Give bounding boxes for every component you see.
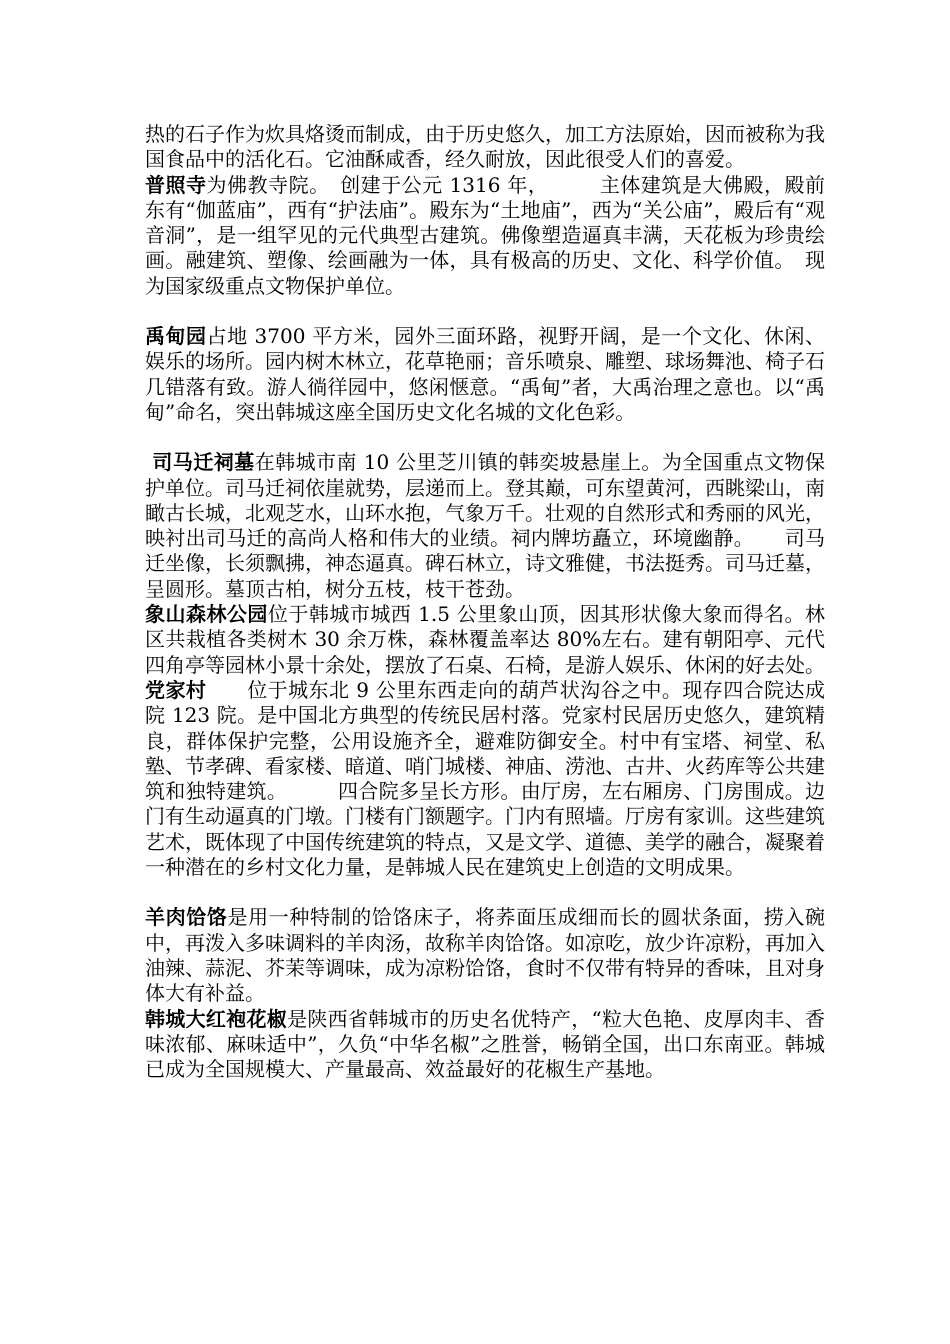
paragraph-text: 是陕西省韩城市的历史名优特产，“粒大色艳、皮厚肉丰、香味浓郁、麻味适中”，久负“中华名椒”之胜誉，畅销全国，出口东南亚。韩城已成为全国规模大、产量最高、效益最好的花椒生产基地。 bbox=[145, 1006, 825, 1082]
paragraph-term: 羊肉饸饹 bbox=[145, 905, 228, 930]
paragraph-dahongpao-pepper bbox=[145, 1007, 825, 1083]
paragraph-yudian-garden bbox=[145, 324, 825, 425]
paragraph-mutton-hele bbox=[145, 905, 825, 1006]
paragraph-text: 是用一种特制的饸饹床子，将荞面压成细而长的圆状条面，捞入碗中，再泼入多味调料的羊肉汤，故称羊肉饸饹。如凉吃，放少许凉粉，再加入油辣、蒜泥、芥茉等调味，成为凉粉饸饹，食时不仅带有特异的香味，且对身体大有补益。 bbox=[145, 905, 825, 1006]
paragraph-intro-food bbox=[145, 122, 825, 173]
paragraph-puzhao-temple bbox=[145, 173, 825, 299]
paragraph-text: 为佛教寺院。 创建于公元 1316 年， 主体建筑是大佛殿，殿前东有“伽蓝庙”，西有“护法庙”。殿东为“土地庙”，西为“关公庙”，殿后有“观音洞”，是一组罕见的元代典型古建筑。佛像塑造逼真丰满，天花板为珍贵绘画。融建筑、塑像、绘画融为一体，具有极高的历史、文化、科学价值。 现为国家级重点文物保护单位。 bbox=[145, 172, 825, 298]
paragraph-text: 热的石子作为炊具烙烫而制成，由于历史悠久，加工方法原始，因而被称为我国食品中的活化石。它油酥咸香，经久耐放，因此很受人们的喜爱。 bbox=[145, 122, 825, 172]
paragraph-dangjia-village bbox=[145, 678, 825, 880]
paragraph-term: 党家村 bbox=[145, 677, 207, 702]
paragraph-xiangshan-forest-park bbox=[145, 602, 825, 678]
paragraph-text: 占地 3700 平方米，园外三面环路，视野开阔，是一个文化、休闲、娱乐的场所。园内树木林立，花草艳丽；音乐喷泉、雕塑、球场舞池、椅子石几错落有致。游人徜徉园中，悠闲惬意。“禹甸”者，大禹治理之意也。以“禹甸”命名，突出韩城这座全国历史文化名城的文化色彩。 bbox=[145, 324, 825, 424]
paragraph-text: 在韩城市南 10 公里芝川镇的韩奕坡悬崖上。为全国重点文物保护单位。司马迁祠依崖就势，层递而上。登其巅，可东望黄河，西眺梁山，南瞰古长城，北观芝水，山环水抱，气象万千。壮观的自然形式和秀丽的风光，映衬出司马迁的高尚人格和伟大的业绩。祠内牌坊矗立，环境幽静。 司马迁坐像，长须飘拂，神态逼真。碑石林立，诗文雅健，书法挺秀。司马迁墓，呈圆形。墓顶古柏，树分五枝，枝干苍劲。 bbox=[145, 450, 826, 601]
paragraph-term: 普照寺 bbox=[145, 172, 207, 197]
paragraph-simaqian-shrine bbox=[145, 450, 825, 602]
paragraph-term: 司马迁祠墓 bbox=[145, 450, 255, 475]
paragraph-term: 象山森林公园 bbox=[145, 602, 268, 627]
paragraph-term: 韩城大红袍花椒 bbox=[145, 1006, 288, 1031]
paragraph-term: 禹甸园 bbox=[145, 324, 207, 349]
paragraph-text: 位于城东北 9 公里东西走向的葫芦状沟谷之中。现存四合院达成院 123 院。是中国北方典型的传统民居村落。党家村民居历史悠久，建筑精良，群体保护完整，公用设施齐全，避难防御安全。村中有宝塔、祠堂、私塾、节孝碑、看家楼、暗道、哨门城楼、神庙、涝池、古井、火药库等公共建筑和独特建筑。 四合院多呈长方形。由厅房，左右厢房、门房围成。边门有生动逼真的门墩。门楼有门额题字。门内有照墙。厅房有家训。这些建筑艺术，既体现了中国传统建筑的特点，又是文学、道德、美学的融合，凝聚着一种潜在的乡村文化力量，是韩城人民在建筑史上创造的文明成果。 bbox=[145, 677, 825, 880]
document-page bbox=[145, 122, 825, 1082]
paragraph-text: 位于韩城市城西 1.5 公里象山顶，因其形状像大象而得名。林区共栽植各类树木 30 余万株，森林覆盖率达 80%左右。建有朝阳亭、元代四角亭等园林小景十余处，摆放了石桌、石椅，是游人娱乐、休闲的好去处。 bbox=[145, 602, 825, 677]
